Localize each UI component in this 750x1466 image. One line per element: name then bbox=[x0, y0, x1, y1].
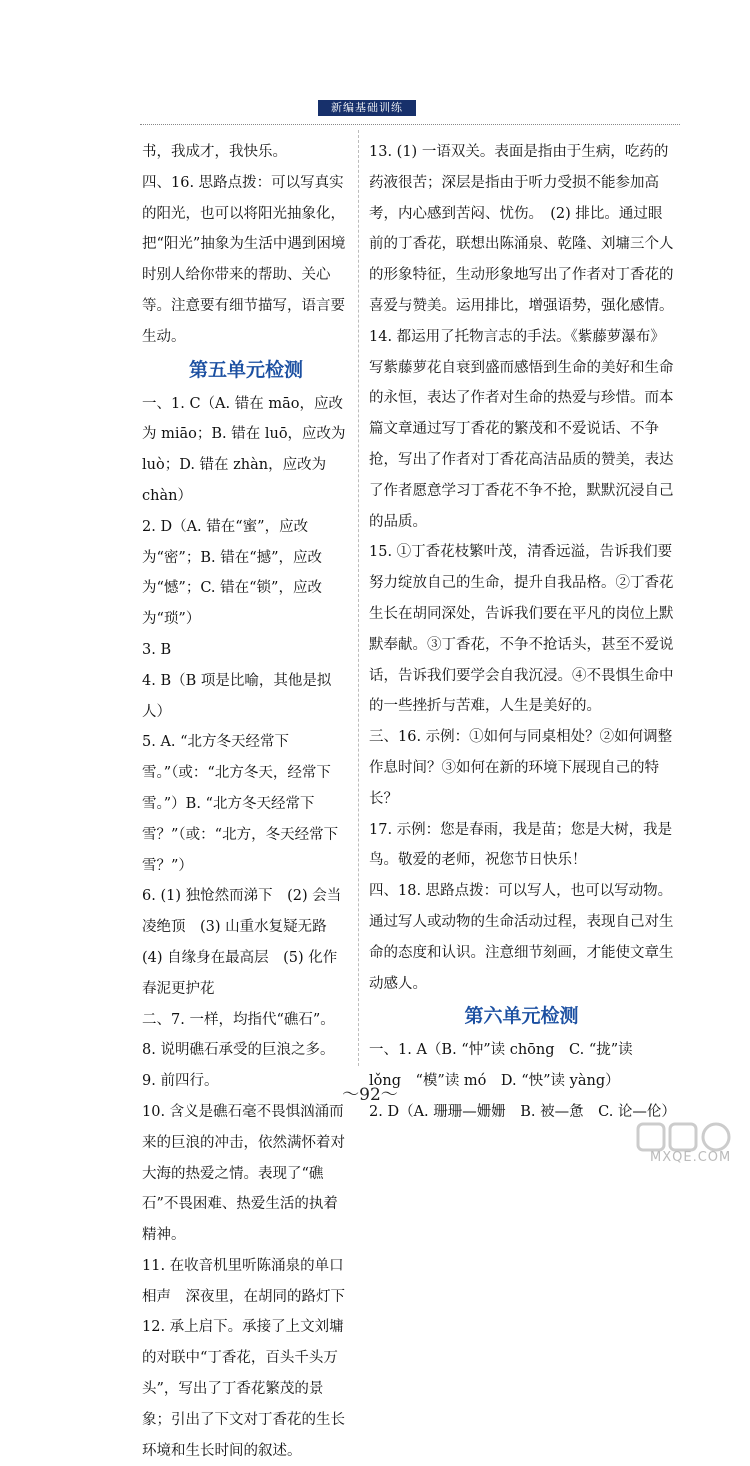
section-heading: 第六单元检测 bbox=[464, 1005, 579, 1028]
watermark-text: MXQE.COM bbox=[650, 1150, 732, 1165]
column-divider bbox=[358, 130, 359, 1066]
answer-paragraph: 四、18. 思路点拨：可以写人，也可以写动物。通过写人或动物的生命活动过程，表现自己对生命的态度和认识。注意细节刻画，才能使文章生动感人。 bbox=[369, 883, 674, 992]
answer-paragraph: 14. 都运用了托物言志的手法。《紫藤萝瀑布》写紫藤萝花自衰到盛而感悟到生命的美好和生命的永恒，表达了作者对生命的热爱与珍惜。而本篇文章通过写丁香花的繁茂和不爱说话、不争抢，写出了作者对丁香花高洁品质的赞美，表达了作者愿意学习丁香花不争不抢，默默沉浸自己的品质。 bbox=[369, 328, 674, 530]
answer-paragraph: 8. 说明礁石承受的巨浪之多。 bbox=[142, 1042, 335, 1059]
answer-paragraph: 9. 前四行。 bbox=[142, 1073, 219, 1090]
answer-paragraph: 2. D（A. 错在“蜜”，应改为“密”；B. 错在“撼”，应改为“憾”；C. 错在“锁”，应改为“琐”） bbox=[142, 518, 323, 628]
answer-paragraph: 6. (1) 独怆然而涕下 (2) 会当凌绝顶 (3) 山重水复疑无路 (4) 自缘身在最高层 (5) 化作春泥更护花 bbox=[142, 888, 342, 997]
answer-paragraph: 书，我成才，我快乐。 bbox=[142, 144, 287, 160]
answer-paragraph: 四、16. 思路点拨：可以写真实的阳光，也可以将阳光抽象化，把“阳光”抽象为生活中遇到困境时别人给你带来的帮助、关心等。注意要有细节描写，语言要生动。 bbox=[142, 174, 346, 345]
section-heading: 第五单元检测 bbox=[188, 358, 303, 381]
answer-paragraph: 15. ①丁香花枝繁叶茂，清香远溢，告诉我们要努力绽放自己的生命，提升自我品格。②丁香花生长在胡同深处，告诉我们要在平凡的岗位上默默奉献。③丁香花，不争不抢话头，甚至不爱说话，告诉我们要学会自我沉浸。④不畏惧生命中的一些挫折与苦难，人生是美好的。 bbox=[369, 544, 674, 715]
answer-paragraph: 12. 承上启下。承接了上文刘墉的对联中“丁香花，百头千头万头”，写出了丁香花繁茂的景象；引出了下文对丁香花的生长环境和生长时间的叙述。 bbox=[142, 1319, 345, 1459]
answer-paragraph: 5. A. “北方冬天经常下雪。”（或：“北方冬天，经常下雪。”）B. “北方冬天经常下雪？”（或：“北方，冬天经常下雪？”） bbox=[142, 734, 339, 874]
answer-paragraph: 10. 含义是礁石毫不畏惧汹涌而来的巨浪的冲击，依然满怀着对大海的热爱之情。表现了“礁石”不畏困难、热爱生活的执着精神。 bbox=[142, 1103, 345, 1244]
answer-paragraph: 3. B bbox=[142, 641, 172, 658]
page-number: ～92～ bbox=[342, 1085, 398, 1105]
answer-paragraph: 11. 在收音机里听陈涌泉的单口相声 深夜里，在胡同的路灯下 bbox=[142, 1257, 345, 1305]
header-divider bbox=[140, 124, 680, 125]
answer-paragraph: 三、16. 示例：①如何与同桌相处？②如何调整作息时间？③如何在新的环境下展现自己的特长？ bbox=[369, 729, 673, 807]
answer-paragraph: 二、7. 一样，均指代“礁石”。 bbox=[142, 1011, 335, 1028]
left-column bbox=[142, 137, 350, 1466]
right-column bbox=[369, 137, 674, 1128]
answer-paragraph: 4. B（B 项是比喻，其他是拟人） bbox=[142, 672, 332, 720]
answer-paragraph: 17. 示例：您是春雨，我是苗；您是大树，我是鸟。敬爱的老师，祝您节日快乐！ bbox=[369, 821, 673, 869]
answer-paragraph: 2. D（A. 珊珊—姗姗 B. 被—惫 C. 论—伦） bbox=[369, 1103, 676, 1120]
series-badge: 新编基础训练 bbox=[318, 100, 416, 116]
answer-paragraph: 13. (1) 一语双关。表面是指由于生病，吃药的药液很苦；深层是指由于听力受损不能参加高考，内心感到苦闷、忧伤。 (2) 排比。通过眼前的丁香花，联想出陈涌泉、乾隆、刘墉三个人的形象特征，生动形象地写出了作者对丁香花的喜爱与赞美。运用排比，增强语势，强化感情。 bbox=[369, 144, 674, 314]
answer-paragraph: 一、1. C（A. 错在 māo，应改为 miāo；B. 错在 luō，应改为 luò；D. 错在 zhàn，应改为 chàn） bbox=[142, 395, 346, 504]
answer-paragraph: 一、1. A（B. “忡”读 chōng C. “拢”读 lǒng “模”读 mó D. “怏”读 yàng） bbox=[369, 1042, 633, 1090]
